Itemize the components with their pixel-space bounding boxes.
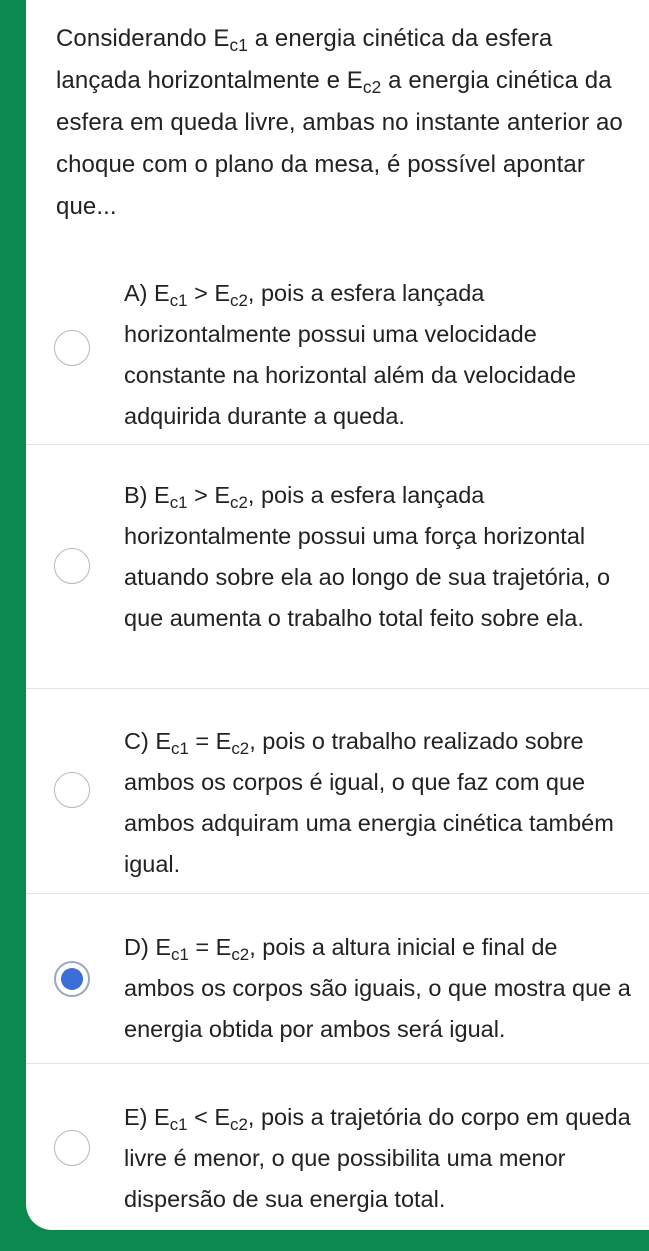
subscript: c1 [169, 291, 188, 311]
subscript: c1 [171, 739, 189, 759]
question-part: a energia cinética da esfera em queda livre, ambas no instante anterior ao choque com o plano da mesa, é possível apontar que... [56, 67, 623, 220]
option-rest: , pois a esfera lançada horizontalmente possui uma velocidade constante na horizontal além da velocidade adquirida durante a queda. [124, 280, 577, 429]
subscript: c1 [169, 493, 188, 513]
option-e[interactable] [26, 1092, 649, 1230]
option-rest: , pois a trajetória do corpo em queda livre é menor, o que possibilita uma menor dispersão de sua energia total. [124, 1104, 631, 1212]
divider [26, 444, 649, 445]
subscript: c1 [229, 35, 248, 56]
radio-button-selected[interactable] [54, 961, 90, 997]
subscript: c2 [231, 739, 250, 759]
option-c[interactable] [26, 716, 649, 893]
option-operator: < E [187, 1104, 231, 1130]
question-part: Considerando E [56, 25, 230, 52]
option-prefix: D) E [124, 934, 171, 960]
subscript: c1 [169, 1115, 188, 1135]
radio-button[interactable] [54, 548, 90, 584]
option-rest: , pois a esfera lançada horizontalmente possui uma força horizontal atuando sobre ela ao longo de sua trajetória, o que aumenta o trabalho total feito sobre ela. [124, 482, 611, 631]
option-operator: > E [187, 280, 231, 306]
option-text [124, 927, 634, 1050]
subscript: c2 [230, 493, 248, 513]
option-text [124, 721, 634, 885]
option-prefix: B) E [124, 482, 170, 508]
question-part: a energia cinética da esfera lançada horizontalmente e E [56, 25, 553, 94]
option-prefix: C) E [124, 728, 171, 754]
option-text [124, 1097, 634, 1220]
option-prefix: A) E [124, 280, 170, 306]
option-rest: , pois o trabalho realizado sobre ambos os corpos é igual, o que faz com que ambos adquiram uma energia cinética também igual. [124, 728, 614, 877]
subscript: c2 [231, 945, 250, 965]
radio-button[interactable] [54, 772, 90, 808]
option-text [124, 273, 634, 437]
radio-button[interactable] [54, 330, 90, 366]
subscript: c2 [230, 291, 248, 311]
option-text [124, 475, 634, 639]
option-a[interactable] [26, 268, 649, 444]
option-operator: > E [187, 482, 231, 508]
radio-button[interactable] [54, 1130, 90, 1166]
option-prefix: E) E [124, 1104, 170, 1130]
option-operator: = E [188, 728, 232, 754]
question-card [26, 0, 649, 1230]
option-operator: = E [188, 934, 232, 960]
subscript: c2 [362, 77, 382, 98]
divider [26, 1063, 649, 1064]
option-rest: , pois a altura inicial e final de ambos os corpos são iguais, o que mostra que a energia obtida por ambos será igual. [124, 934, 631, 1042]
subscript: c2 [230, 1115, 248, 1135]
option-b[interactable] [26, 470, 649, 688]
option-d[interactable] [26, 922, 649, 1063]
divider [26, 688, 649, 689]
question-text [56, 18, 626, 228]
divider [26, 893, 649, 894]
subscript: c1 [171, 945, 189, 965]
